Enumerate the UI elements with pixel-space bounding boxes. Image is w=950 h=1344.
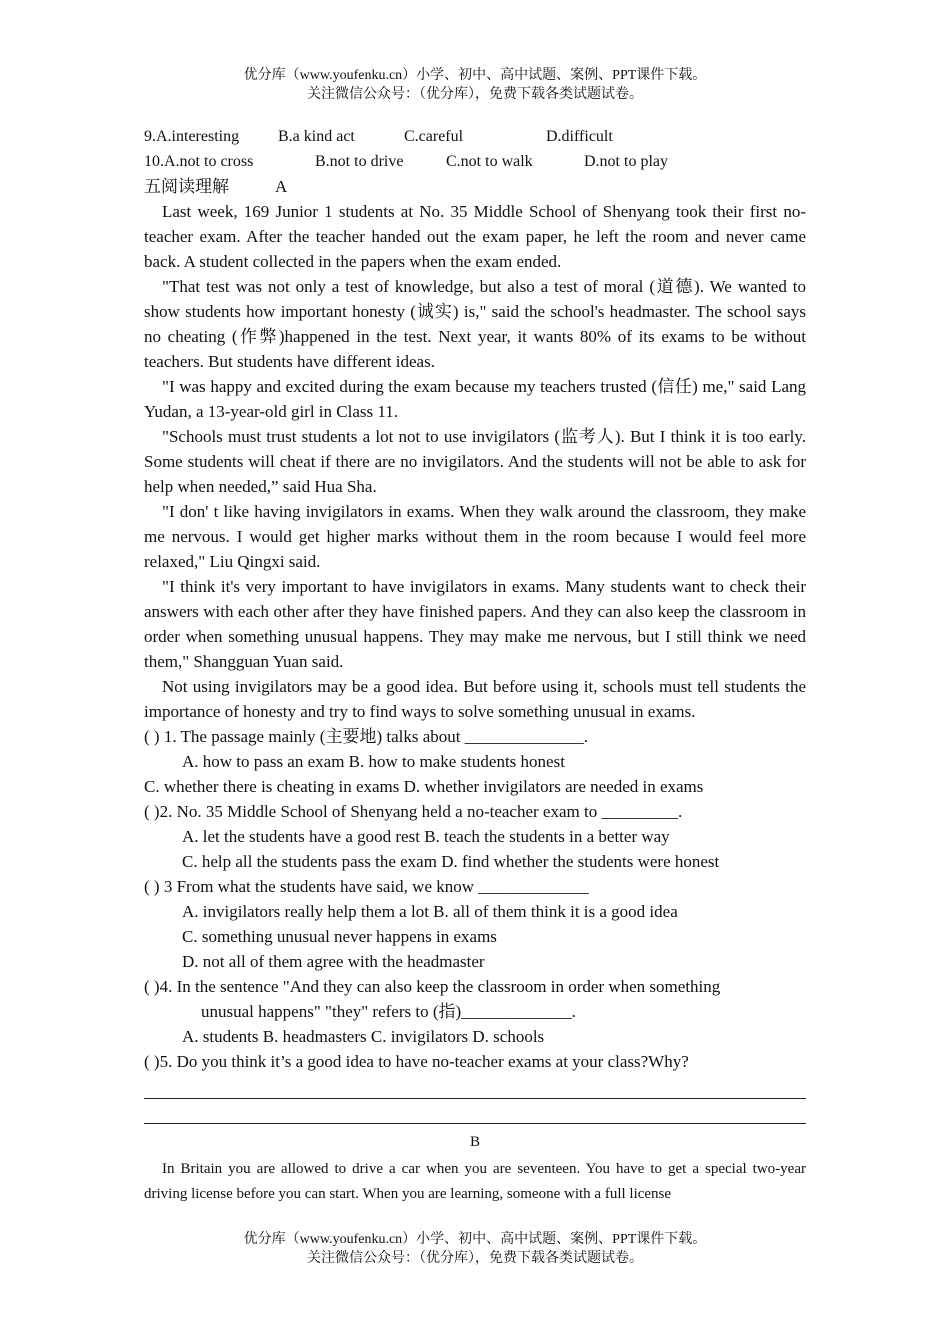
section-part-a: A — [275, 177, 288, 196]
option-9a: 9.A.interesting — [144, 128, 240, 145]
question-5: ( )5. Do you think it’s a good idea to have no-teacher exams at your class?Why? — [144, 1052, 689, 1071]
option-10c: C.not to walk — [446, 153, 533, 170]
page-header — [0, 66, 950, 104]
header-line-2: 关注微信公众号：（优分库），免费下载各类试题试卷。 — [307, 87, 643, 102]
question-2-options-cd: C. help all the students pass the exam D. find whether the students were honest — [182, 852, 720, 871]
questions — [144, 724, 806, 1124]
passage-a-paragraph-1: Last week, 169 Junior 1 students at No. 35 Middle School of Shenyang took their first no-teacher exam. After the teacher handed out the exam paper, he left the room and never came back. A student collected in the papers when the exam ended. — [144, 202, 806, 271]
footer-line-1: 优分库（www.youfenku.cn）小学、初中、高中试题、案例、PPT课件下载。 — [243, 1232, 707, 1247]
question-4: ( )4. In the sentence "And they can also keep the classroom in order when something — [144, 977, 721, 996]
answer-line-2[interactable] — [144, 1099, 806, 1124]
section-five-heading — [144, 174, 806, 199]
document-body — [144, 124, 806, 1207]
question-3-option-d: D. not all of them agree with the headmaster — [182, 952, 485, 971]
question-2: ( )2. No. 35 Middle School of Shenyang held a no-teacher exam to _________. — [144, 802, 683, 821]
passage-a-paragraph-6: "I think it's very important to have invigilators in exams. Many students want to check their answers with each other after they have finished papers. And they can also keep the classroom in order when something unusual happens. They may make me nervous, but I still think we need them," Shangguan Yuan said. — [144, 577, 806, 671]
cloze-options-row-10 — [144, 149, 806, 174]
option-9b: B.a kind act — [278, 128, 355, 145]
question-2-options-ab: A. let the students have a good rest B. teach the students in a better way — [182, 827, 670, 846]
page-footer — [0, 1230, 950, 1268]
option-9d: D.difficult — [546, 128, 613, 145]
passage-a-paragraph-7: Not using invigilators may be a good idea. But before using it, schools must tell students the importance of honesty and try to find ways to solve something unusual in exams. — [144, 677, 806, 721]
passage-a-paragraph-4: "Schools must trust students a lot not to use invigilators (监考人). But I think it is too early. Some students will cheat if there are no invigilators. And the students will not be able to ask for help when needed,” said Hua Sha. — [144, 427, 806, 496]
footer-line-2: 关注微信公众号：（优分库），免费下载各类试题试卷。 — [307, 1251, 643, 1266]
passage-a — [144, 199, 806, 724]
option-10b: B.not to drive — [315, 153, 404, 170]
question-3-options-ab: A. invigilators really help them a lot B. all of them think it is a good idea — [182, 902, 678, 921]
question-3: ( ) 3 From what the students have said, we know _____________ — [144, 877, 589, 896]
section-five-title: 五阅读理解 — [144, 177, 229, 196]
question-1: ( ) 1. The passage mainly (主要地) talks about ______________. — [144, 727, 588, 746]
section-b-label: B — [469, 1134, 480, 1150]
option-9c: C.careful — [404, 128, 464, 145]
question-1-options-ab: A. how to pass an exam B. how to make students honest — [182, 752, 565, 771]
option-10d: D.not to play — [584, 153, 668, 170]
passage-a-paragraph-3: "I was happy and excited during the exam because my teachers trusted (信任) me," said Lang Yudan, a 13-year-old girl in Class 11. — [144, 377, 806, 421]
passage-b-paragraph-1: In Britain you are allowed to drive a car when you are seventeen. You have to get a special two-year driving license before you can start. When you are learning, someone with a full license — [144, 1161, 806, 1202]
question-4-options: A. students B. headmasters C. invigilators D. schools — [182, 1027, 545, 1046]
header-line-1: 优分库（www.youfenku.cn）小学、初中、高中试题、案例、PPT课件下载。 — [243, 68, 707, 83]
passage-a-paragraph-5: "I don' t like having invigilators in exams. When they walk around the classroom, they make me nervous. I would get higher marks without them in the room because I would feel more relaxed," Liu Qingxi said. — [144, 502, 806, 571]
question-3-option-c: C. something unusual never happens in exams — [182, 927, 497, 946]
passage-a-paragraph-2: "That test was not only a test of knowledge, but also a test of moral (道德). We wanted to show students how important honesty (诚实) is," said the school's headmaster. The school says no cheating (作弊)happened in the test. Next year, it wants 80% of its exams to be without teachers. But students have different ideas. — [144, 277, 806, 371]
answer-line-1[interactable] — [144, 1074, 806, 1099]
question-4-continuation: unusual happens" "they" refers to (指)_____________. — [201, 1002, 576, 1021]
question-1-options-cd: C. whether there is cheating in exams D. whether invigilators are needed in exams — [144, 777, 704, 796]
option-10a: 10.A.not to cross — [144, 153, 254, 170]
cloze-options-row-9 — [144, 124, 806, 149]
